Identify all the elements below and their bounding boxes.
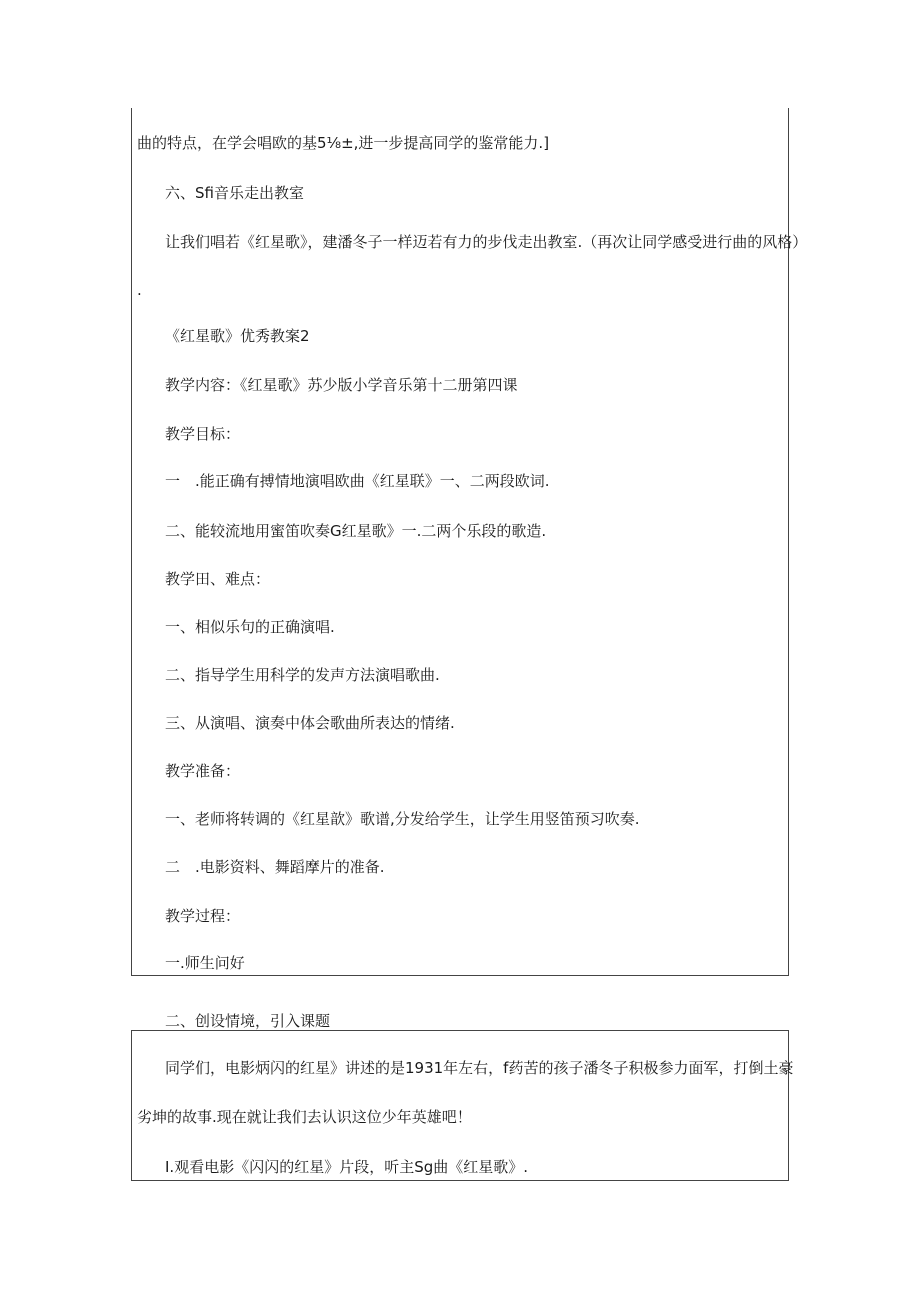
list-item: I.观看电影《闪闪的红星》片段，听主Sg曲《红星歌》. bbox=[165, 1158, 529, 1176]
text-line: 劣坤的故事.现在就让我们去认识这位少年英雄吧！ bbox=[137, 1108, 472, 1126]
section-heading: 六、Sfi音乐走出教室 bbox=[165, 184, 304, 202]
list-item: 一.师生问好 bbox=[165, 954, 245, 972]
list-item: 一 .能正确有搏情地演唱欧曲《红星联》一、二两段欧词. bbox=[165, 472, 550, 490]
section-heading: 教学过程： bbox=[165, 907, 241, 925]
list-item: 三、从演唱、演奏中体会歌曲所表达的情绪. bbox=[165, 714, 455, 732]
list-item: 一、老师将转调的《红星歆》歌谱,分发给学生，让学生用竖笛预习吹奏. bbox=[165, 810, 640, 828]
section-heading: 教学目标： bbox=[165, 425, 241, 443]
text-line: 同学们，电影炳闪的红星》讲述的是1931年左右，f药苦的孩子潘冬子积极参力面军，打倒土豪 bbox=[165, 1059, 794, 1077]
text-line: 让我们唱若《红星歌》，建潘冬子一样迈若有力的步伐走出教室.（再次让同学感受进行曲的风格） bbox=[165, 233, 808, 251]
section-heading: 教学田、难点： bbox=[165, 570, 271, 588]
text-line: 教学内容：《红星歌》苏少版小学音乐第十二册第四课 bbox=[165, 376, 518, 394]
list-item: 二、能较流地用蜜笛吹奏G红星歌》一.二两个乐段的歌造. bbox=[165, 522, 547, 540]
list-item: 二、指导学生用科学的发声方法演唱歌曲. bbox=[165, 666, 440, 684]
list-item: 二 .电影资料、舞蹈摩片的准备. bbox=[165, 858, 385, 876]
text-line: 曲的特点，在学会唱欧的基5⅛±,进一步提高同学的鉴常能力.] bbox=[137, 134, 550, 152]
text-line: . bbox=[137, 281, 142, 299]
list-item: 一、相似乐句的正确演唱. bbox=[165, 618, 335, 636]
section-heading: 教学准备： bbox=[165, 762, 241, 780]
document-title: 《红星歌》优秀教案2 bbox=[165, 327, 310, 345]
section-heading: 二、创设情境，引入课题 bbox=[165, 1012, 331, 1030]
